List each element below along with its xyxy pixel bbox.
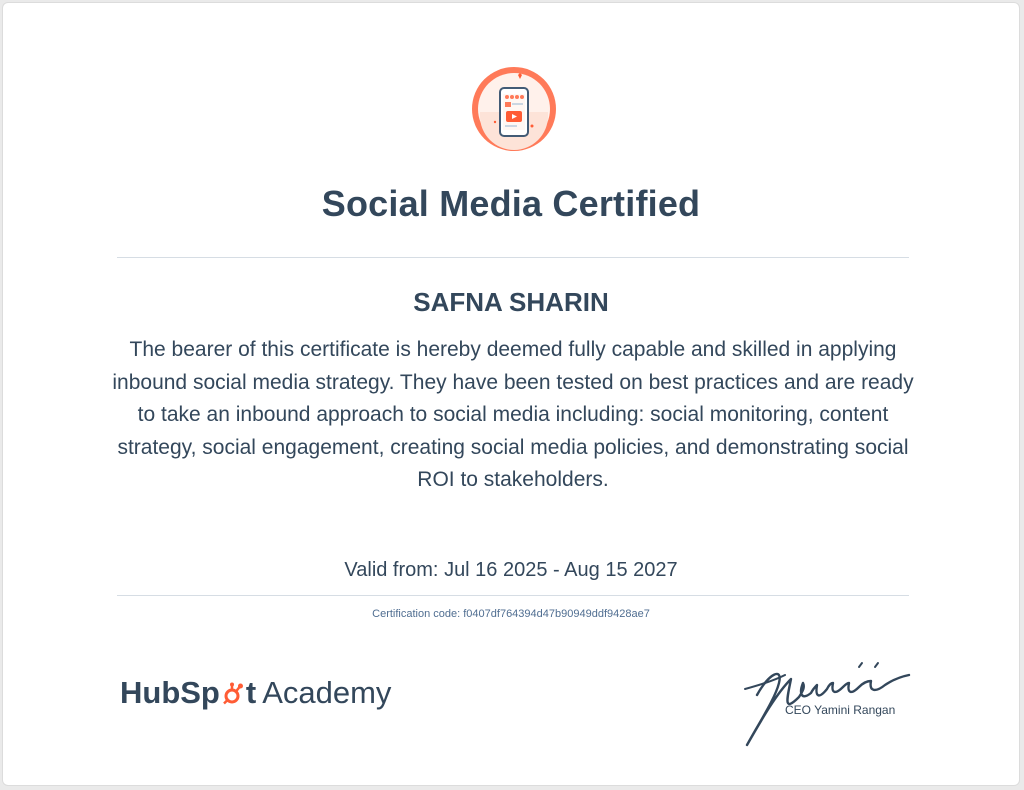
signer-title: CEO Yamini Rangan [785,703,896,717]
validity-period [3,559,1019,582]
logo-academy: Academy [262,675,392,710]
certificate-title: Social Media Certified [321,183,701,224]
code-value: f0407df764394d47b90949ddf9428ae7 [463,608,650,620]
valid-to-date: Aug 15 2027 [564,559,678,581]
valid-separator: - [553,559,560,581]
certificate-description: The bearer of this certificate is hereby deemed fully capable and skilled in applying inbound social media strategy. They have been tested on best practices and are ready to take an inbound approach to social media including: social monitoring, content strategy, social engagement, creating social media policies, and demonstrating social ROI to stakeholders. [112,338,914,491]
code-label: Certification code: [372,608,461,620]
recipient-name: SAFNA SHARIN [413,287,609,317]
phone-social-badge-icon [469,64,559,154]
logo-wordmark-part1: HubSp [120,675,220,710]
logo-wordmark-part2: t [245,675,257,710]
valid-label: Valid from: [344,559,439,581]
certificate [2,2,1020,786]
valid-from-date: Jul 16 2025 [444,559,548,581]
divider [117,257,909,258]
certification-code [3,608,1019,620]
divider [117,595,909,596]
hubspot-academy-logo [120,675,391,711]
hubspot-sprocket-icon [221,682,245,706]
